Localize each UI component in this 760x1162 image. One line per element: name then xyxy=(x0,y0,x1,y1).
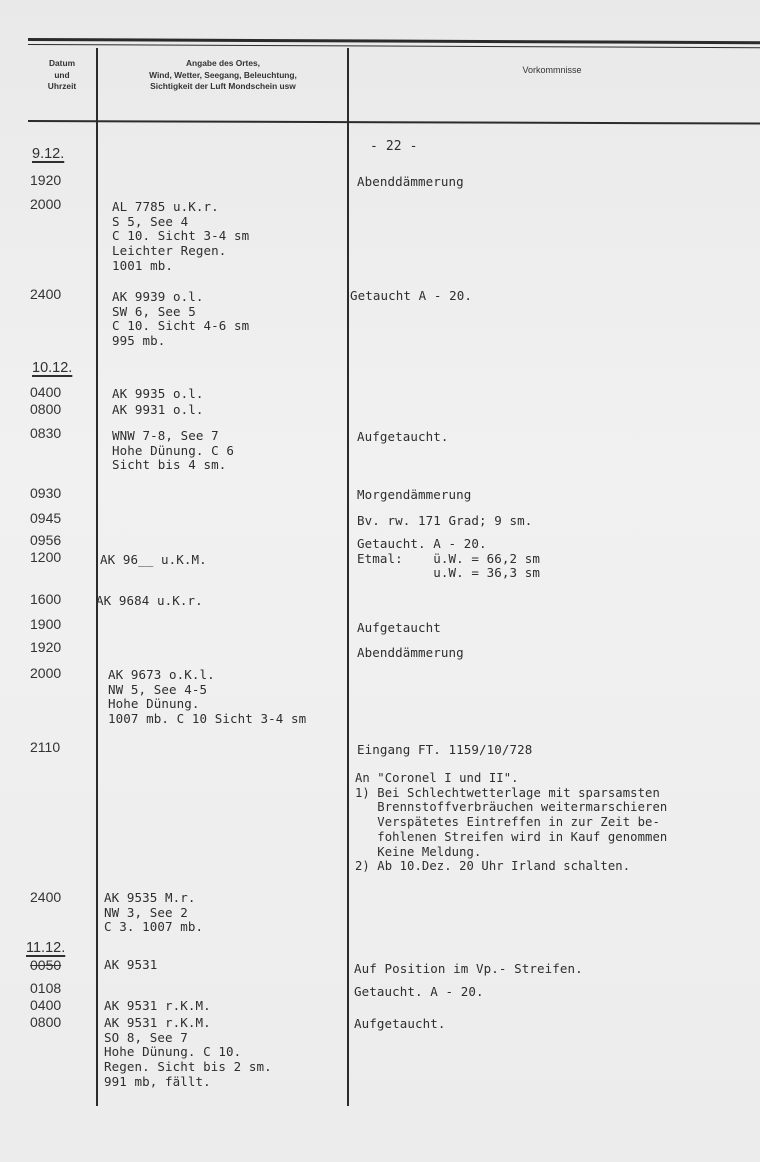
position-weather-entry: AK 9931 o.l. xyxy=(112,402,204,417)
event-entry: An "Coronel I und II". 1) Bei Schlechtwetterlage mit sparsamsten Brennstoffverbräuchen weitermarschieren Verspätetes Eintreffen in zur Zeit be- fohlenen Streifen wird in Kauf genommen Keine Meldung. 2) Ab 10.Dez. 20 Uhr Irland schalten. xyxy=(355,771,668,874)
position-weather-entry: AK 9939 o.l. SW 6, See 5 C 10. Sicht 4-6 sm 995 mb. xyxy=(112,289,250,349)
position-weather-entry: AK 9531 xyxy=(104,957,158,972)
time-entry: 0945 xyxy=(30,510,62,526)
time-entry: 0400 xyxy=(30,384,62,400)
time-entry: 0400 xyxy=(30,997,62,1013)
time-entry: 0108 xyxy=(30,980,62,996)
date-heading: 11.12. xyxy=(26,940,66,956)
header-col2-line: Wind, Wetter, Seegang, Beleuchtung, xyxy=(149,69,297,80)
event-entry: Bv. rw. 171 Grad; 9 sm. xyxy=(357,513,533,528)
time-entry: 0930 xyxy=(30,485,62,501)
time-entry: 2110 xyxy=(30,739,61,755)
event-entry: Aufgetaucht. xyxy=(354,1016,446,1031)
time-entry: 1600 xyxy=(30,591,62,607)
time-entry: 2000 xyxy=(30,665,62,681)
time-entry: 0800 xyxy=(30,1014,62,1030)
time-entry: 1920 xyxy=(30,639,62,655)
time-entry: 0050 xyxy=(30,957,62,973)
time-entry: 2400 xyxy=(30,889,62,905)
header-col2-line: Sichtigkeit der Luft Mondschein usw xyxy=(150,81,296,91)
position-weather-entry: AK 9673 o.K.l. NW 5, See 4-5 Hohe Dünung. 1007 mb. C 10 Sicht 3-4 sm xyxy=(108,667,307,727)
time-entry: 0800 xyxy=(30,401,62,417)
event-entry: Aufgetaucht. xyxy=(357,429,449,444)
time-entry: 1900 xyxy=(30,616,62,632)
header-col1-line: und xyxy=(54,69,70,80)
time-entry: 2400 xyxy=(30,286,62,302)
event-entry: Getaucht A - 20. xyxy=(350,288,473,303)
event-entry: Getaucht. A - 20. Etmal: ü.W. = 66,2 sm u.W. = 36,3 sm xyxy=(357,536,541,581)
page-number: - 22 - xyxy=(370,139,418,154)
position-weather-entry: AK 9684 u.K.r. xyxy=(96,593,203,608)
date-heading: 10.12. xyxy=(32,360,73,376)
event-entry: Auf Position im Vp.- Streifen. xyxy=(354,961,583,976)
position-weather-entry: AK 9531 r.K.M. SO 8, See 7 Hohe Dünung. C 10. Regen. Sicht bis 2 sm. 991 mb, fällt. xyxy=(104,1015,272,1089)
time-entry: 2000 xyxy=(30,196,62,212)
position-weather-entry: AL 7785 u.K.r. S 5, See 4 C 10. Sicht 3-4 sm Leichter Regen. 1001 mb. xyxy=(112,199,250,273)
event-entry: Getaucht. A - 20. xyxy=(354,984,484,999)
header-col1-line: Datum xyxy=(48,58,76,68)
time-entry: 1920 xyxy=(30,172,62,188)
position-weather-entry: AK 9535 M.r. NW 3, See 2 C 3. 1007 mb. xyxy=(104,890,204,935)
position-weather-entry: WNW 7-8, See 7 Hohe Dünung. C 6 Sicht bis 4 sm. xyxy=(112,428,235,473)
event-entry: Eingang FT. 1159/10/728 xyxy=(357,742,533,757)
event-entry: Morgendämmerung xyxy=(357,487,472,502)
time-entry: 1200 xyxy=(30,549,62,565)
date-heading: 9.12. xyxy=(32,146,65,162)
column-rule-2 xyxy=(347,48,349,1106)
column-rule-1 xyxy=(96,48,98,1106)
header-bottom-rule xyxy=(28,120,760,125)
position-weather-entry: AK 9935 o.l. xyxy=(112,386,204,401)
position-weather-entry: AK 9531 r.K.M. xyxy=(104,998,211,1013)
top-rule xyxy=(28,38,760,44)
header-events: Vorkommnisse xyxy=(522,65,582,75)
top-rule-thin xyxy=(28,44,760,48)
event-entry: Abenddämmerung xyxy=(357,174,464,189)
position-weather-entry: AK 96__ u.K.M. xyxy=(100,552,207,567)
header-col2-line: Angabe des Ortes, xyxy=(185,58,260,68)
time-entry: 0956 xyxy=(30,532,62,548)
header-location-weather xyxy=(100,58,346,93)
header-date-time xyxy=(28,58,96,93)
event-entry: Abenddämmerung xyxy=(357,645,464,660)
event-entry: Aufgetaucht xyxy=(357,620,441,635)
header-col1-line: Uhrzeit xyxy=(47,81,77,91)
time-entry: 0830 xyxy=(30,425,62,441)
